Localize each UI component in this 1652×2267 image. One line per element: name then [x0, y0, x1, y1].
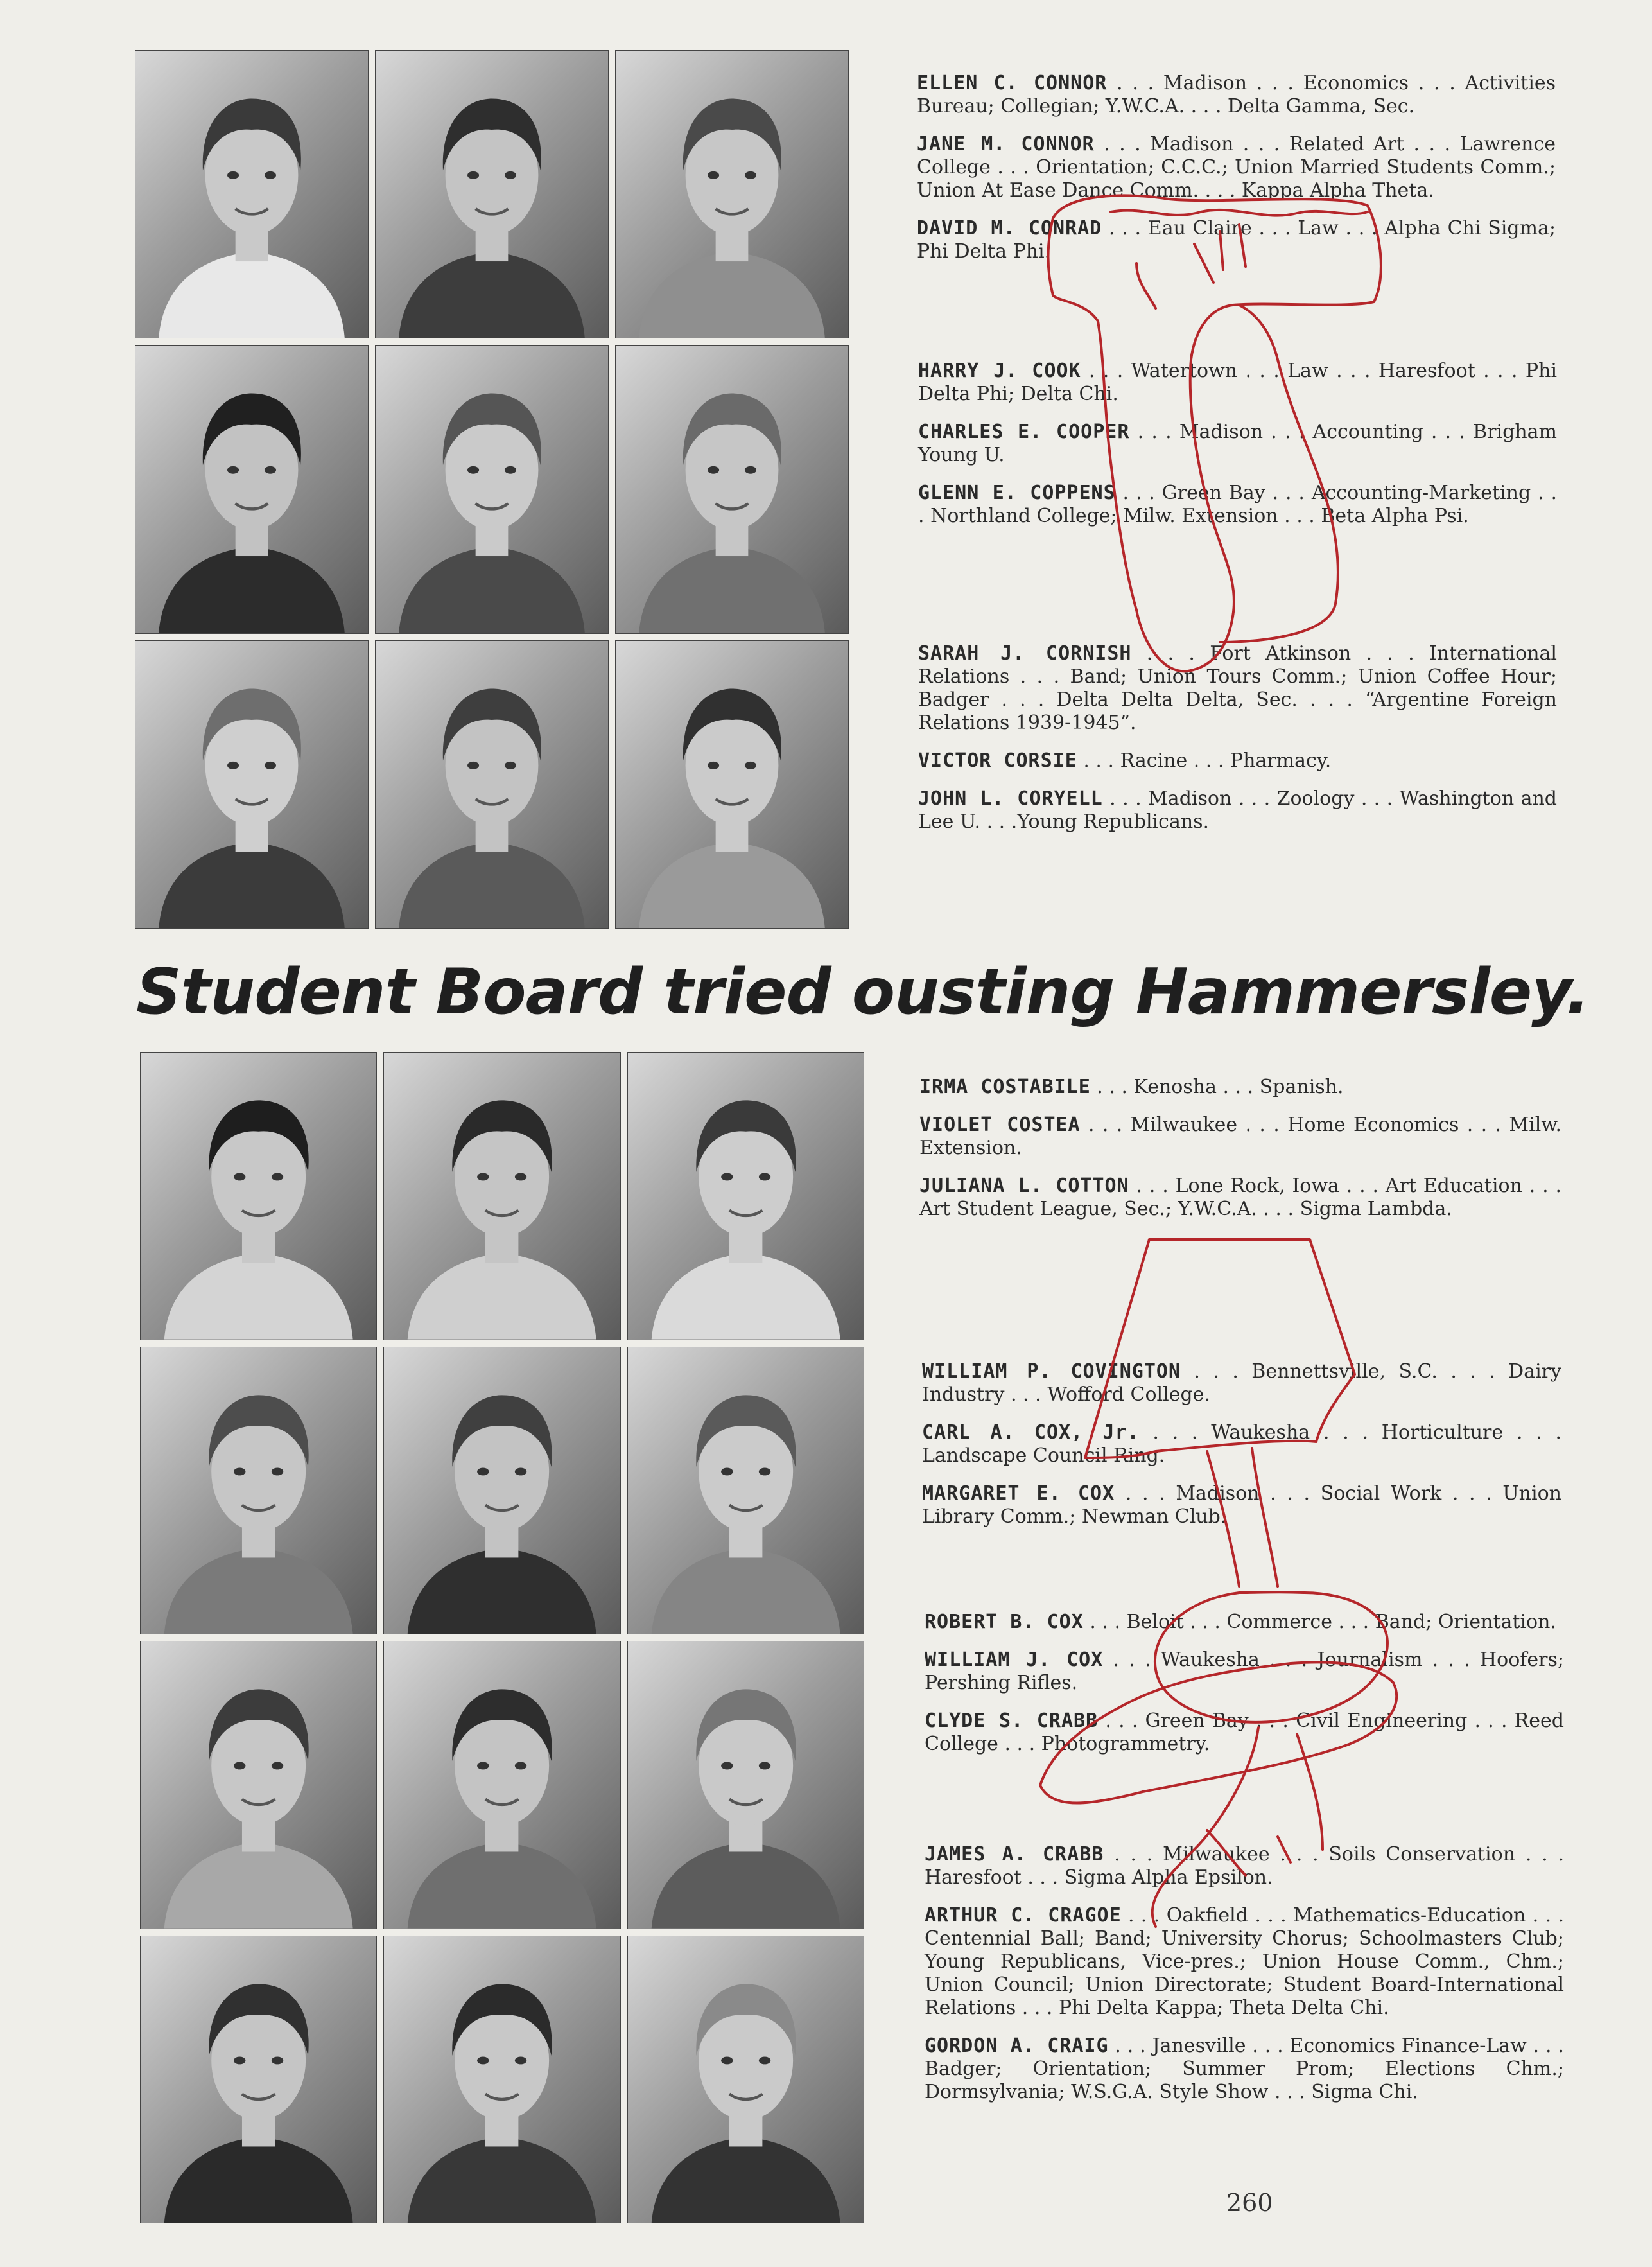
- student-portrait: [375, 640, 609, 929]
- text-column-top: [918, 360, 1557, 543]
- student-portrait: [383, 1936, 620, 2224]
- student-entry: JULIANA L. COTTON . . . Lone Rock, Iowa . . . Art Education . . . Art Student League, Sec.; Y.W.C.A. . . . Sigma Lambda.: [919, 1175, 1561, 1220]
- student-entry: CLYDE S. CRABB . . . Green Bay . . . Civil Engineering . . . Reed College . . . Photogrammetry.: [925, 1710, 1564, 1755]
- student-portrait: [135, 345, 369, 633]
- student-entry: ELLEN C. CONNOR . . . Madison . . . Economics . . . Activities Bureau; Collegian; Y.W.C.A. . . . Delta Gamma, Sec.: [917, 72, 1556, 118]
- student-portrait: [135, 640, 369, 929]
- student-entry: JOHN L. CORYELL . . . Madison . . . Zoology . . . Washington and Lee U. . . .Young Republicans.: [918, 787, 1557, 833]
- portrait-grid-bottom: [140, 1052, 864, 2223]
- student-entry: VIOLET COSTEA . . . Milwaukee . . . Home Economics . . . Milw. Extension.: [919, 1114, 1561, 1159]
- student-portrait: [615, 345, 849, 633]
- text-column-top: [918, 642, 1557, 848]
- student-entry: ROBERT B. COX . . . Beloit . . . Commerce . . . Band; Orientation.: [925, 1611, 1556, 1633]
- student-entry: ARTHUR C. CRAGOE . . . Oakfield . . . Mathematics-Education . . . Centennial Ball; Band; University Chorus; Schoolmasters Club; Young Republicans, Vice-pres.; Union House Comm., Chm.; Union Council; Union Directorate; Student Board-International Relations . . . Phi Delta Kappa; Theta Delta Chi.: [925, 1904, 1564, 2019]
- student-entry: CARL A. COX, Jr. . . . Waukesha . . . Horticulture . . . Landscape Council Ring.: [922, 1421, 1561, 1467]
- student-entry: GLENN E. COPPENS . . . Green Bay . . . Accounting-Marketing . . . Northland College; Milw. Extension . . . Beta Alpha Psi.: [918, 482, 1557, 527]
- student-portrait: [627, 1936, 864, 2224]
- student-entry: MARGARET E. COX . . . Madison . . . Social Work . . . Union Library Comm.; Newman Club.: [922, 1482, 1561, 1528]
- student-portrait: [375, 345, 609, 633]
- page-headline: Student Board tried ousting Hammersley.: [136, 956, 1590, 1029]
- student-portrait: [627, 1641, 864, 1929]
- student-portrait: [627, 1052, 864, 1340]
- student-portrait: [135, 50, 369, 338]
- text-column-bottom: [925, 1843, 1564, 2119]
- student-portrait: [627, 1347, 864, 1635]
- student-entry: IRMA COSTABILE . . . Kenosha . . . Spanish.: [919, 1076, 1344, 1098]
- page-number: 260: [1226, 2189, 1273, 2217]
- student-entry: CHARLES E. COOPER . . . Madison . . . Accounting . . . Brigham Young U.: [918, 421, 1557, 466]
- text-column-top: [917, 72, 1556, 278]
- student-portrait: [383, 1052, 620, 1340]
- portrait-grid-top: [135, 50, 849, 929]
- student-portrait: [375, 50, 609, 338]
- student-entry: JAMES A. CRABB . . . Milwaukee . . . Soils Conservation . . . Haresfoot . . . Sigma Alpha Epsilon.: [925, 1843, 1564, 1889]
- text-column-bottom: [919, 1076, 1561, 1236]
- student-portrait: [140, 1936, 377, 2224]
- student-portrait: [615, 640, 849, 929]
- student-entry: SARAH J. CORNISH . . . Fort Atkinson . . . International Relations . . . Band; Union Tours Comm.; Union Coffee Hour; Badger . . . Delta Delta Delta, Sec. . . . “Argentine Foreign Relations 1939-1945”.: [918, 642, 1557, 734]
- student-portrait: [140, 1347, 377, 1635]
- student-entry: GORDON A. CRAIG . . . Janesville . . . Economics Finance-Law . . . Badger; Orientation; Summer Prom; Elections Chm.; Dormsylvania; W.S.G.A. Style Show . . . Sigma Chi.: [925, 2035, 1564, 2103]
- text-column-bottom: [925, 1611, 1564, 1771]
- student-portrait: [383, 1347, 620, 1635]
- student-entry: JANE M. CONNOR . . . Madison . . . Related Art . . . Lawrence College . . . Orientation; C.C.C.; Union Married Students Comm.; Union At Ease Dance Comm. . . . Kappa Alpha Theta.: [917, 133, 1556, 202]
- student-portrait: [140, 1641, 377, 1929]
- student-portrait: [140, 1052, 377, 1340]
- text-column-bottom: [922, 1360, 1561, 1543]
- student-entry: WILLIAM P. COVINGTON . . . Bennettsville, S.C. . . . Dairy Industry . . . Wofford College.: [922, 1360, 1562, 1406]
- student-portrait: [615, 50, 849, 338]
- student-portrait: [383, 1641, 620, 1929]
- student-entry: VICTOR CORSIE . . . Racine . . . Pharmacy.: [918, 749, 1332, 772]
- student-entry: WILLIAM J. COX . . . Waukesha . . . Journalism . . . Hoofers; Pershing Rifles.: [925, 1649, 1564, 1694]
- student-entry: HARRY J. COOK . . . Watertown . . . Law . . . Haresfoot . . . Phi Delta Phi; Delta Chi.: [918, 360, 1557, 405]
- student-entry: DAVID M. CONRAD . . . Eau Claire . . . Law . . . Alpha Chi Sigma; Phi Delta Phi.: [917, 217, 1556, 263]
